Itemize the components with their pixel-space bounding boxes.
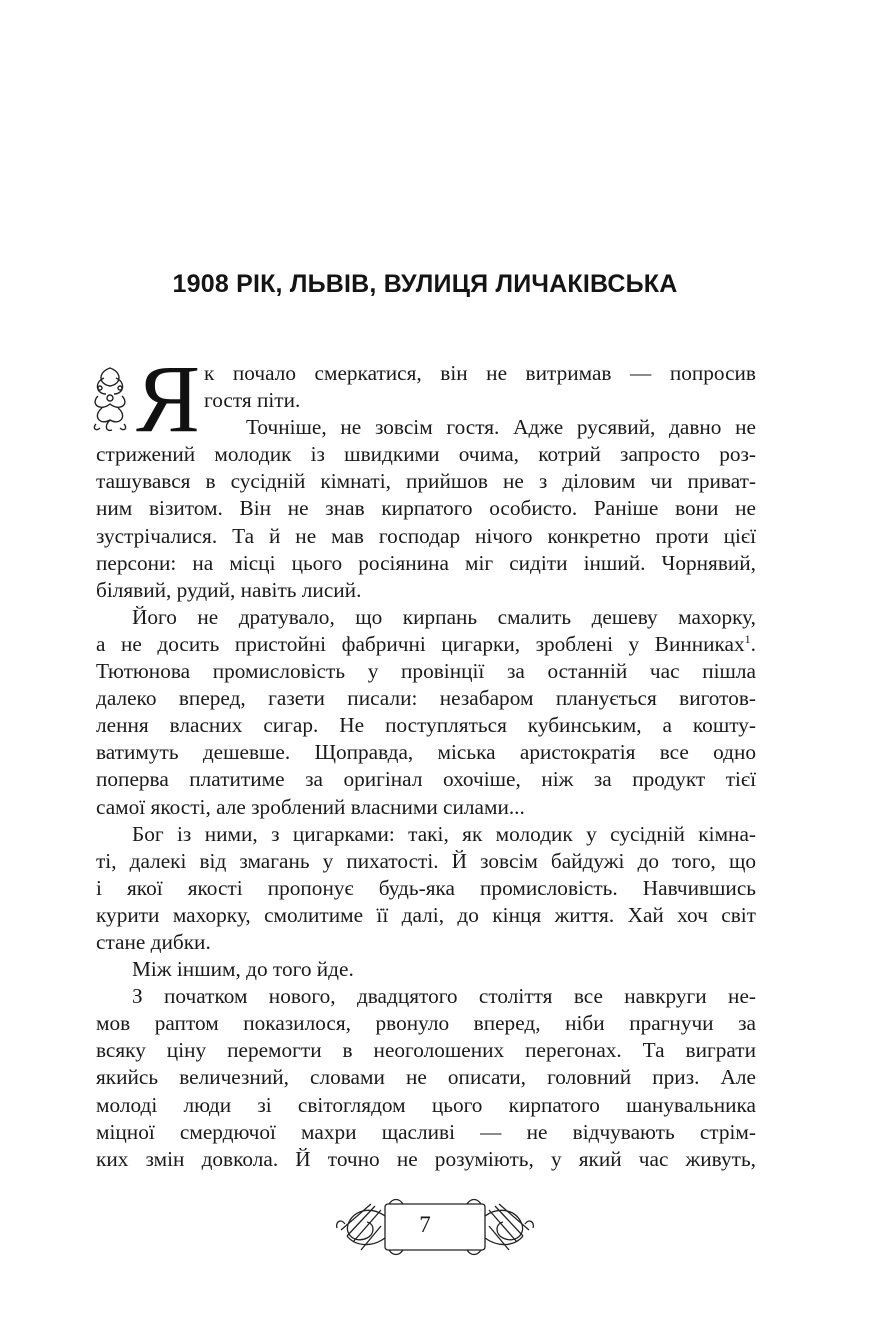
- drop-cap: Я: [136, 345, 201, 452]
- text-line: і якої якості пропонує будь-яка промисловість. Навчившись: [96, 875, 756, 900]
- text-line: Між іншим, до того йде.: [132, 957, 354, 982]
- text-line: персони: на місці цього росіянина міг сидіти інший. Чорнявий,: [96, 550, 756, 575]
- text-line: Тютюнова промисловість у провінції за останній час пішла: [96, 659, 756, 684]
- text-line: Точніше, не зовсім гостя. Адже русявий, давно не: [246, 415, 756, 440]
- text-line: Його не дратувало, що кирпань смалить дешеву махорку,: [132, 604, 756, 629]
- text-line: ватимуть дешевше. Щоправда, міська аристократія все одно: [96, 740, 756, 765]
- text-line: лення власних сигар. Не поступляться кубинським, а кошту-: [96, 713, 756, 738]
- text-line: З початком нового, двадцятого століття все навкруги не-: [132, 984, 756, 1009]
- ornament-icon: [90, 364, 130, 434]
- text-line: далеко вперед, газети писали: незабаром планується виготов-: [96, 686, 756, 711]
- text-line: ті, далекі від змагань у пихатості. Й зовсім байдужі до того, що: [96, 848, 756, 873]
- text-line: якийсь величезний, словами не описати, головний приз. Але: [96, 1065, 756, 1090]
- chapter-title: 1908 РІК, ЛЬВІВ, ВУЛИЦЯ ЛИЧАКІВСЬКА: [172, 270, 678, 298]
- text-line: молоді люди зі світоглядом цього кирпатого шанувальника: [96, 1092, 756, 1117]
- text-line: ких змін довкола. Й точно не розуміють, у який час живуть,: [96, 1146, 756, 1171]
- text-line: гостя піти.: [204, 388, 301, 413]
- text-line: білявий, рудий, навіть лисий.: [96, 577, 362, 602]
- text-line: самої якості, але зроблений власними силами...: [96, 794, 525, 819]
- text-line: поперва платитиме за оригінал охочіше, ніж за продукт тієї: [96, 767, 756, 792]
- text-line: всяку ціну перемогти в неоголошених перегонах. Та виграти: [96, 1038, 756, 1063]
- text-line: к почало смеркатися, він не витримав — попросив: [204, 361, 756, 385]
- text-line-content: а не досить пристойні фабричні цигарки, зроблені у Винниках: [96, 631, 745, 656]
- page-number: 7: [419, 1212, 431, 1237]
- text-line: а не досить пристойні фабричні цигарки, зроблені у Винниках$^1$.: [96, 631, 756, 656]
- text-line: ним візитом. Він не знав кирпатого особисто. Раніше вони не: [96, 496, 756, 521]
- text-line: мов раптом показилося, рвонуло вперед, ніби прагнучи за: [96, 1011, 756, 1036]
- text-line: ташувався в сусідній кімнаті, прийшов не з діловим чи приват-: [96, 469, 756, 494]
- text-line: зустрічалися. Та й не мав господар нічого конкретно проти цієї: [96, 523, 756, 548]
- text-line: міцної смердючої махри щасливі — не відчувають стрім-: [96, 1119, 756, 1144]
- text-line: Бог із ними, з цигарками: такі, як молодик у сусідній кімна-: [132, 821, 756, 846]
- body-text: [96, 345, 756, 1173]
- text-line: стане дибки.: [96, 929, 211, 954]
- text-line: курити махорку, смолитиме її далі, до кінця життя. Хай хоч світ: [96, 902, 756, 927]
- text-line: стрижений молодик із швидкими очима, котрий запросто роз-: [96, 442, 756, 467]
- footnote-marker: 1: [744, 631, 751, 646]
